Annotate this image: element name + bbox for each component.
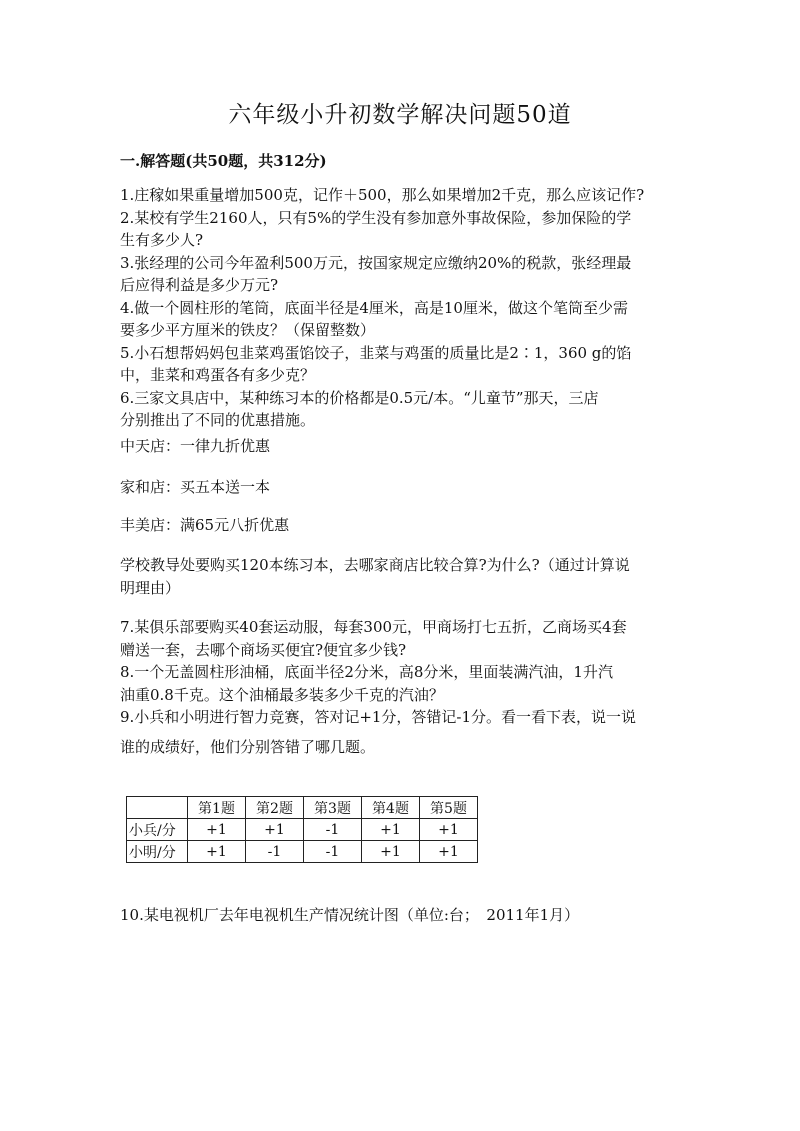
- score-table-cell: +1: [362, 841, 420, 863]
- score-table-cell: +1: [188, 841, 246, 863]
- question-8-line-1: 8.一个无盖圆柱形油桶，底面半径2分米，高8分米，里面装满汽油，1升汽: [120, 663, 613, 681]
- score-table-header-cell: 第3题: [304, 797, 362, 819]
- score-table-row: [127, 841, 478, 863]
- score-table-header-cell: 第2题: [246, 797, 304, 819]
- question-6-line-1: 6.三家文具店中，某种练习本的价格都是0.5元/本。“儿童节”那天，三店: [120, 388, 599, 407]
- question-7-line-2: 赠送一套，去哪个商场买便宜?便宜多少钱?: [120, 640, 407, 659]
- store-offer-3: 丰美店：满65元八折优惠: [120, 516, 290, 534]
- question-6-ask: [120, 554, 690, 600]
- question-3-line-2: 后应得利益是多少万元?: [120, 276, 279, 294]
- question-9-line-2: 谁的成绩好，他们分别答错了哪几题。: [120, 738, 376, 756]
- score-table-cell: -1: [304, 819, 362, 841]
- score-table: [126, 796, 478, 863]
- score-table-cell: +1: [188, 819, 246, 841]
- score-table-cell: +1: [362, 819, 420, 841]
- question-4-line-1: 4.做一个圆柱形的笔筒，底面半径是4厘米，高是10厘米，做这个笔筒至少需: [120, 298, 628, 317]
- question-4-line-2: 要多少平方厘米的铁皮？（保留整数）: [120, 321, 376, 339]
- score-table-header-row: [127, 797, 478, 819]
- score-table-cell: -1: [246, 841, 304, 863]
- question-10: 10.某电视机厂去年电视机生产情况统计图（单位:台； 2011年1月）: [120, 906, 580, 924]
- score-table-header-cell: 第4题: [362, 797, 420, 819]
- questions-block-7-9: [120, 616, 690, 729]
- score-table-cell: +1: [420, 819, 478, 841]
- score-table-row-label: 小明/分: [127, 841, 188, 863]
- question-9-line-1: 9.小兵和小明进行智力竞赛，答对记+1分，答错记-1分。看一看下表，说一说: [120, 708, 637, 726]
- question-2-line-2: 生有多少人?: [120, 231, 204, 249]
- page-title: 六年级小升初数学解决问题50道: [228, 102, 572, 128]
- question-3-line-1: 3.张经理的公司今年盈利500万元，按国家规定应缴纳20%的税款，张经理最: [120, 253, 632, 272]
- score-table-row: [127, 819, 478, 841]
- score-table-cell: -1: [304, 841, 362, 863]
- question-7-line-1: 7.某俱乐部要购买40套运动服，每套300元，甲商场打七五折，乙商场买4套: [120, 618, 627, 636]
- score-table-header-cell: 第1题: [188, 797, 246, 819]
- store-offer-2: 家和店：买五本送一本: [120, 478, 271, 496]
- question-2-line-1: 2.某校有学生2160人，只有5%的学生没有参加意外事故保险，参加保险的学: [120, 208, 632, 227]
- question-5-line-1: 5.小石想帮妈妈包韭菜鸡蛋馅饺子，韭菜与鸡蛋的质量比是2∶1，360 g的馅: [120, 343, 632, 362]
- question-1: 1.庄稼如果重量增加500克，记作＋500，那么如果增加2千克，那么应该记作?: [120, 186, 645, 204]
- question-5-line-2: 中，韭菜和鸡蛋各有多少克？: [120, 366, 316, 384]
- score-table-cell: +1: [420, 841, 478, 863]
- question-6-line-2: 分别推出了不同的优惠措施。: [120, 411, 316, 429]
- question-6-ask-line-2: 明理由）: [120, 579, 181, 597]
- store-offer-1: 中天店：一律九折优惠: [120, 437, 271, 455]
- score-table-header-cell: 第5题: [420, 797, 478, 819]
- score-table-corner-cell: [127, 797, 188, 819]
- score-table-row-label: 小兵/分: [127, 819, 188, 841]
- questions-block-1-6: [120, 184, 690, 432]
- section-heading: 一.解答题(共50题，共312分): [120, 152, 327, 170]
- question-6-ask-line-1: 学校教导处要购买120本练习本，去哪家商店比较合算?为什么?（通过计算说: [120, 556, 630, 574]
- question-8-line-2: 油重0.8千克。这个油桶最多装多少千克的汽油？: [120, 685, 444, 704]
- score-table-cell: +1: [246, 819, 304, 841]
